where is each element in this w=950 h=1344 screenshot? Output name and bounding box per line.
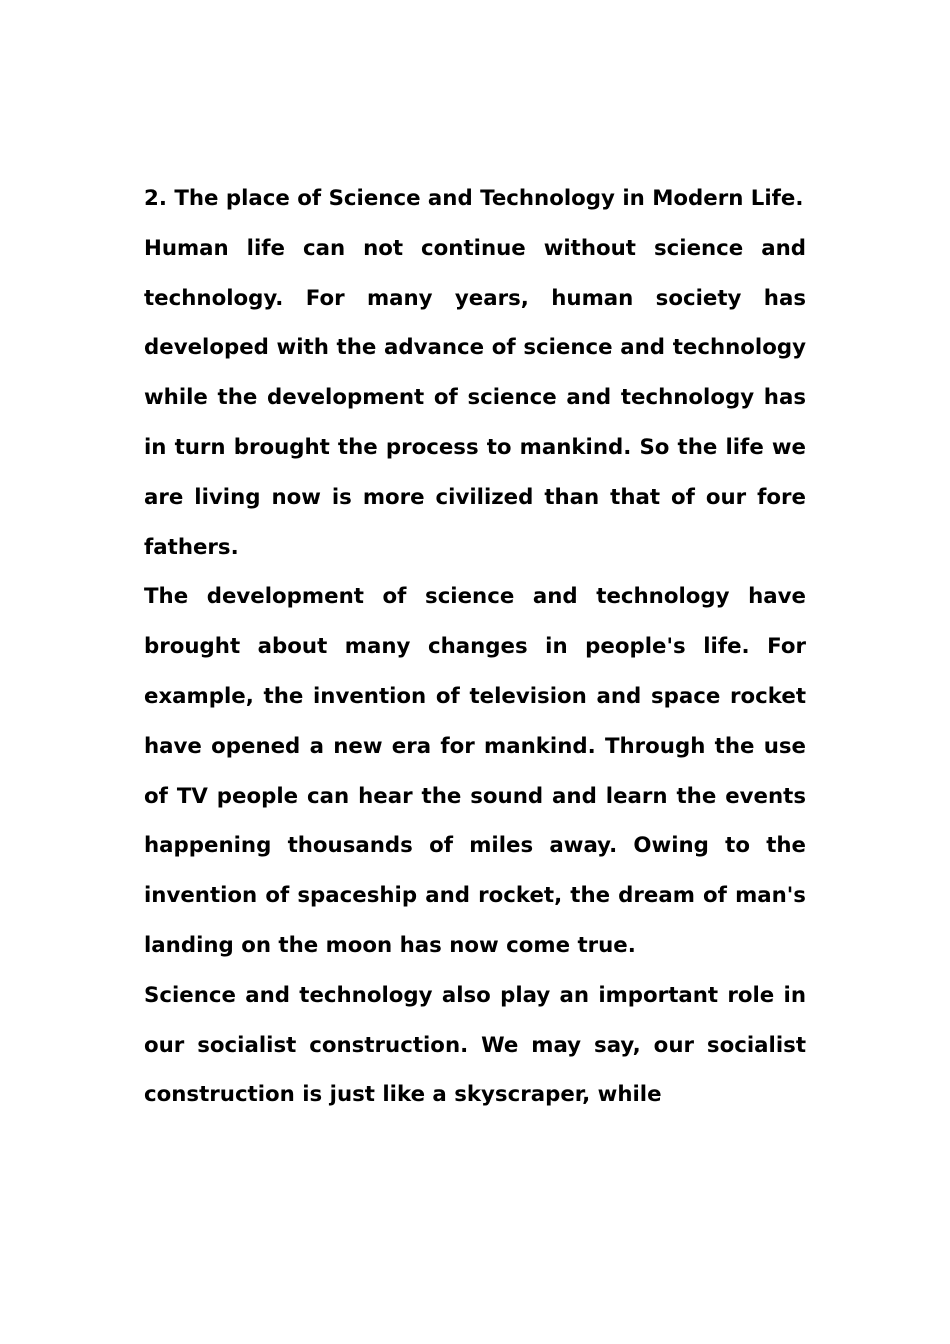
document-page xyxy=(144,174,806,1120)
paragraph-1: Human life can not continue without science and technology. For many years, human society has developed with the advance of science and technology while the development of science and technology has in turn brought the process to mankind. So the life we are living now is more civilized than that of our fore fathers. xyxy=(144,235,806,560)
paragraph-3: Science and technology also play an important role in our socialist construction. We may say, our socialist construction is just like a skyscraper, while xyxy=(144,982,806,1108)
paragraph-2: The development of science and technology have brought about many changes in people's life. For example, the invention of television and space rocket have opened a new era for mankind. Through the use of TV people can hear the sound and learn the events happening thousands of miles away. Owing to the invention of spaceship and rocket, the dream of man's landing on the moon has now come true. xyxy=(144,584,806,958)
section-heading: 2. The place of Science and Technology in Modern Life. xyxy=(144,186,804,211)
